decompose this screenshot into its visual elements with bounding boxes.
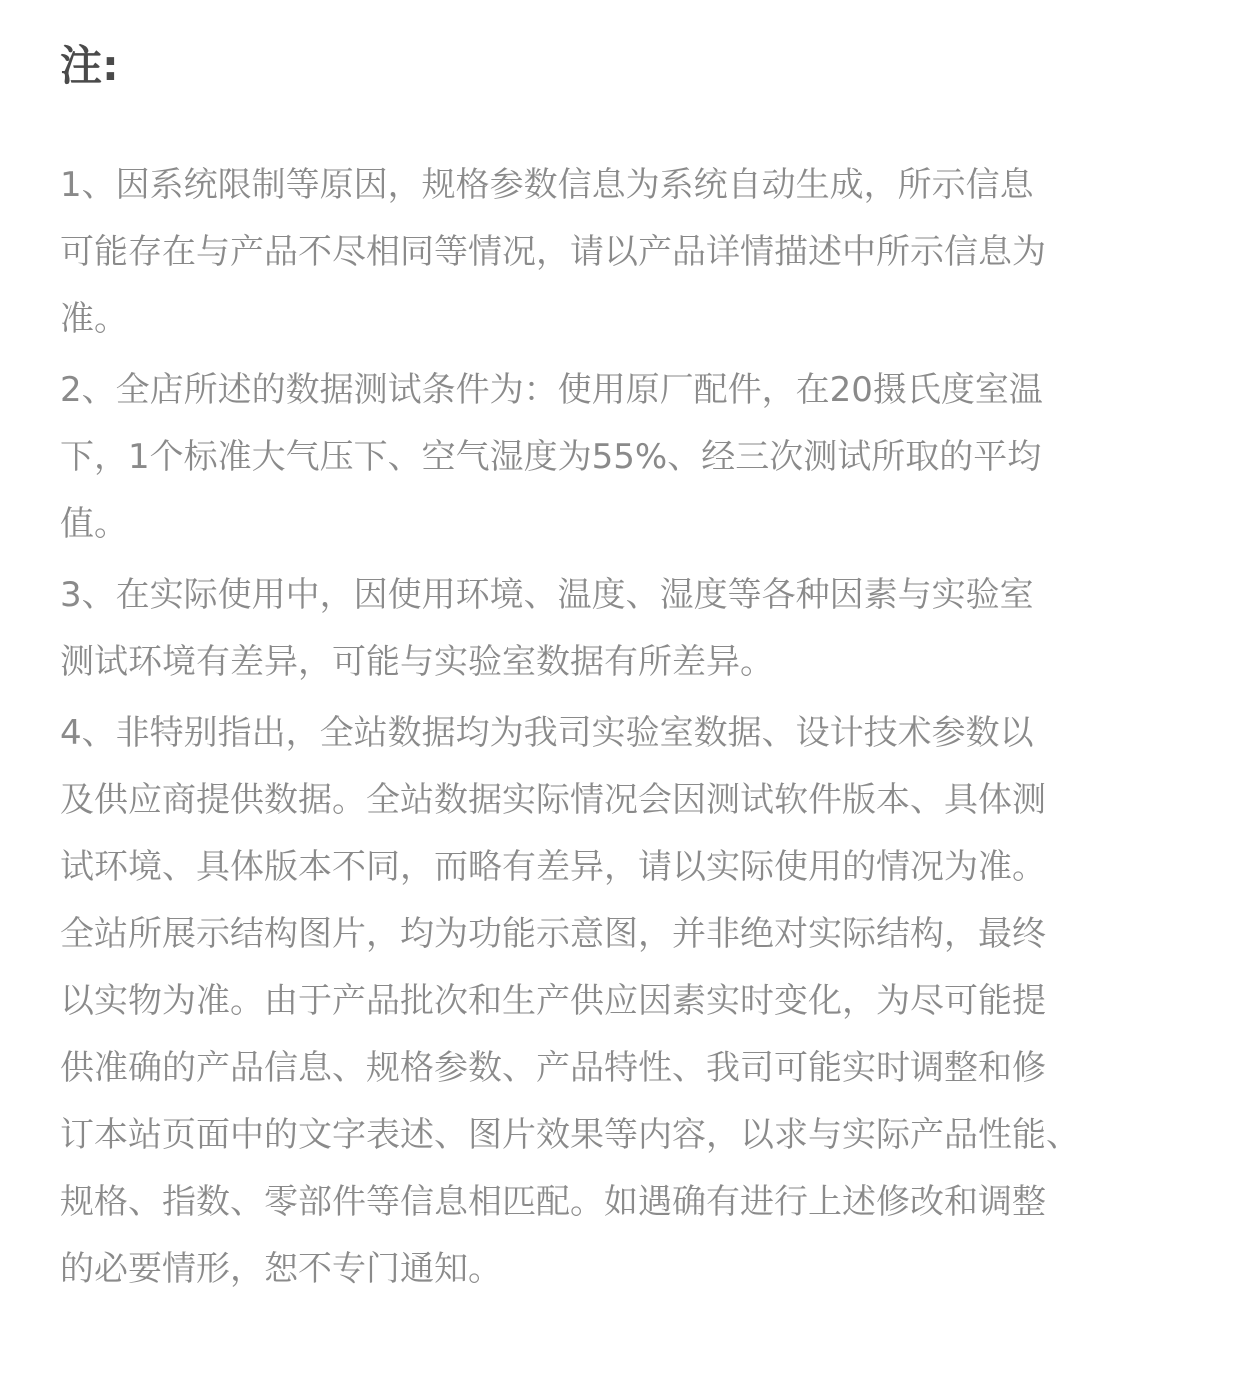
note-line: 以实物为准。由于产品批次和生产供应因素实时变化，为尽可能提	[60, 981, 1046, 1021]
note-line: 准。	[60, 299, 128, 339]
note-line: 值。	[60, 504, 128, 544]
note-line: 全站所展示结构图片，均为功能示意图，并非绝对实际结构，最终	[60, 914, 1046, 954]
note-item	[60, 562, 1180, 696]
notes-list	[60, 152, 1180, 1307]
note-line: 2、全店所述的数据测试条件为：使用原厂配件，在20摄氏度室温	[60, 370, 1043, 410]
note-line: 1、因系统限制等原因，规格参数信息为系统自动生成，所示信息	[60, 165, 1034, 205]
note-line: 订本站页面中的文字表述、图片效果等内容，以求与实际产品性能、	[60, 1115, 1080, 1155]
note-line: 4、非特别指出，全站数据均为我司实验室数据、设计技术参数以	[60, 713, 1034, 753]
note-line: 试环境、具体版本不同，而略有差异，请以实际使用的情况为准。	[60, 847, 1046, 887]
page-title: 注:	[60, 41, 119, 90]
note-line: 3、在实际使用中，因使用环境、温度、湿度等各种因素与实验室	[60, 575, 1034, 615]
note-item	[60, 700, 1180, 1303]
note-line: 可能存在与产品不尽相同等情况，请以产品详情描述中所示信息为	[60, 232, 1046, 272]
note-line: 规格、指数、零部件等信息相匹配。如遇确有进行上述修改和调整	[60, 1182, 1046, 1222]
note-line: 测试环境有差异，可能与实验室数据有所差异。	[60, 642, 774, 682]
note-item	[60, 152, 1180, 353]
note-line: 供准确的产品信息、规格参数、产品特性、我司可能实时调整和修	[60, 1048, 1046, 1088]
note-line: 及供应商提供数据。全站数据实际情况会因测试软件版本、具体测	[60, 780, 1046, 820]
note-item	[60, 357, 1180, 558]
note-line: 下，1个标准大气压下、空气湿度为55%、经三次测试所取的平均	[60, 437, 1042, 477]
note-line: 的必要情形，恕不专门通知。	[60, 1249, 502, 1289]
